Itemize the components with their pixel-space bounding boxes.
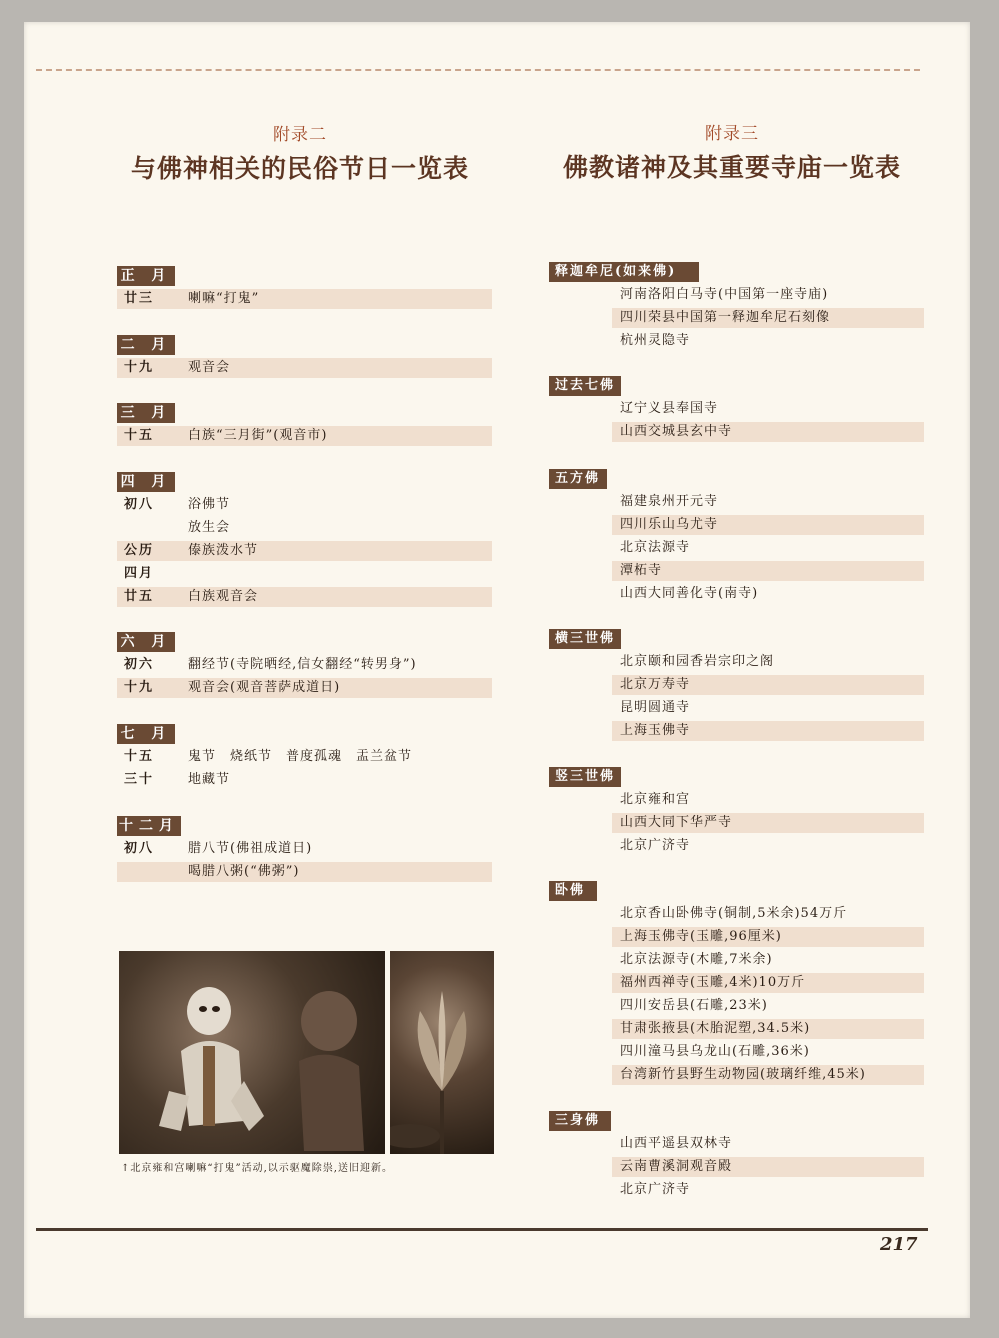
appendix-three-label: 附录三 <box>705 124 759 144</box>
festival-day: 初八 <box>124 497 155 512</box>
month-header: 正 月 <box>117 266 175 286</box>
festival-day: 廿三 <box>124 291 155 306</box>
festival-event: 浴佛节 <box>188 497 231 512</box>
festival-event: 观音会 <box>188 360 231 375</box>
temple-item: 北京法源寺(木雕,7米余) <box>620 952 773 967</box>
lotus-photo <box>390 951 494 1154</box>
festival-day: 初六 <box>124 657 155 672</box>
deity-header: 释迦牟尼(如来佛) <box>549 262 699 282</box>
temple-item: 北京万寿寺 <box>620 677 691 692</box>
row-shade <box>117 587 492 607</box>
row-shade <box>117 862 492 882</box>
temple-item: 山西平遥县双林寺 <box>620 1136 733 1151</box>
temple-item: 北京广济寺 <box>620 838 691 853</box>
month-header: 二 月 <box>117 335 175 355</box>
temple-item: 四川潼马县乌龙山(石雕,36米) <box>620 1044 810 1059</box>
temple-item: 四川荣县中国第一释迦牟尼石刻像 <box>620 310 831 325</box>
festival-event: 鬼节 烧纸节 普度孤魂 盂兰盆节 <box>188 749 413 764</box>
month-header: 七 月 <box>117 724 175 744</box>
temple-item: 福州西禅寺(玉雕,4米)10万斤 <box>620 975 806 990</box>
festival-day: 四月 <box>124 566 155 581</box>
festival-day: 十五 <box>124 749 155 764</box>
temple-item: 山西大同善化寺(南寺) <box>620 586 759 601</box>
festival-event: 白族观音会 <box>188 589 259 604</box>
festival-event: 翻经节(寺院晒经,信女翻经“转男身”) <box>188 657 417 672</box>
row-shade <box>117 541 492 561</box>
festival-event: 喝腊八粥(“佛粥”) <box>188 864 300 879</box>
temple-item: 昆明圆通寺 <box>620 700 691 715</box>
temple-item: 山西交城县玄中寺 <box>620 424 733 439</box>
month-header: 六 月 <box>117 632 175 652</box>
temple-item: 山西大同下华严寺 <box>620 815 733 830</box>
temple-item: 台湾新竹县野生动物园(玻璃纤维,45米) <box>620 1067 866 1082</box>
festival-event: 腊八节(佛祖成道日) <box>188 841 313 856</box>
festival-day: 十五 <box>124 428 155 443</box>
festival-day: 公历 <box>124 543 155 558</box>
deity-header: 五方佛 <box>549 469 607 489</box>
temple-item: 北京法源寺 <box>620 540 691 555</box>
festival-day: 十九 <box>124 680 155 695</box>
temple-item: 北京香山卧佛寺(铜制,5米余)54万斤 <box>620 906 848 921</box>
temple-item: 北京雍和宫 <box>620 792 691 807</box>
deity-header: 三身佛 <box>549 1111 611 1131</box>
festival-event: 喇嘛“打鬼” <box>188 291 260 306</box>
festival-day: 初八 <box>124 841 155 856</box>
month-header: 十二月 <box>119 818 179 834</box>
temple-item: 四川安岳县(石雕,23米) <box>620 998 768 1013</box>
left-table-title: 与佛神相关的民俗节日一览表 <box>130 154 469 183</box>
deity-header: 横三世佛 <box>549 629 621 649</box>
deity-header: 过去七佛 <box>549 376 621 396</box>
temple-item: 甘肃张掖县(木胎泥塑,34.5米) <box>620 1021 811 1036</box>
festival-event: 观音会(观音菩萨成道日) <box>188 680 341 695</box>
deity-header: 卧佛 <box>549 881 597 901</box>
month-header: 三 月 <box>117 403 175 423</box>
festival-event: 地藏节 <box>188 772 231 787</box>
festival-event: 傣族泼水节 <box>188 543 259 558</box>
right-table-title: 佛教诸神及其重要寺庙一览表 <box>562 153 901 182</box>
photo-caption: ↑北京雍和宫喇嘛“打鬼”活动,以示驱魔除祟,送旧迎新。 <box>121 1163 393 1174</box>
temple-item: 杭州灵隐寺 <box>620 333 691 348</box>
top-dashed-rule <box>36 69 920 71</box>
temple-item: 四川乐山乌尤寺 <box>620 517 719 532</box>
temple-item: 上海玉佛寺 <box>620 723 691 738</box>
festival-day: 三十 <box>124 772 155 787</box>
festival-day: 廿五 <box>124 589 155 604</box>
festival-event: 白族“三月街”(观音市) <box>188 428 328 443</box>
temple-item: 北京广济寺 <box>620 1182 691 1197</box>
page-number: 217 <box>880 1234 918 1255</box>
temple-item: 福建泉州开元寺 <box>620 494 719 509</box>
temple-item: 云南曹溪洞观音殿 <box>620 1159 733 1174</box>
temple-item: 河南洛阳白马寺(中国第一座寺庙) <box>620 287 829 302</box>
festival-day: 十九 <box>124 360 155 375</box>
temple-item: 潭柘寺 <box>620 563 663 578</box>
month-header: 四 月 <box>117 472 175 492</box>
row-shade <box>117 358 492 378</box>
deity-header: 竖三世佛 <box>549 767 621 787</box>
temple-item: 上海玉佛寺(玉雕,96厘米) <box>620 929 782 944</box>
lama-dance-photo <box>119 951 385 1154</box>
temple-item: 北京颐和园香岩宗印之阁 <box>620 654 775 669</box>
festival-event: 放生会 <box>188 520 231 535</box>
appendix-two-label: 附录二 <box>273 125 327 145</box>
bottom-rule <box>36 1228 928 1231</box>
temple-item: 辽宁义县奉国寺 <box>620 401 719 416</box>
row-shade <box>117 289 492 309</box>
